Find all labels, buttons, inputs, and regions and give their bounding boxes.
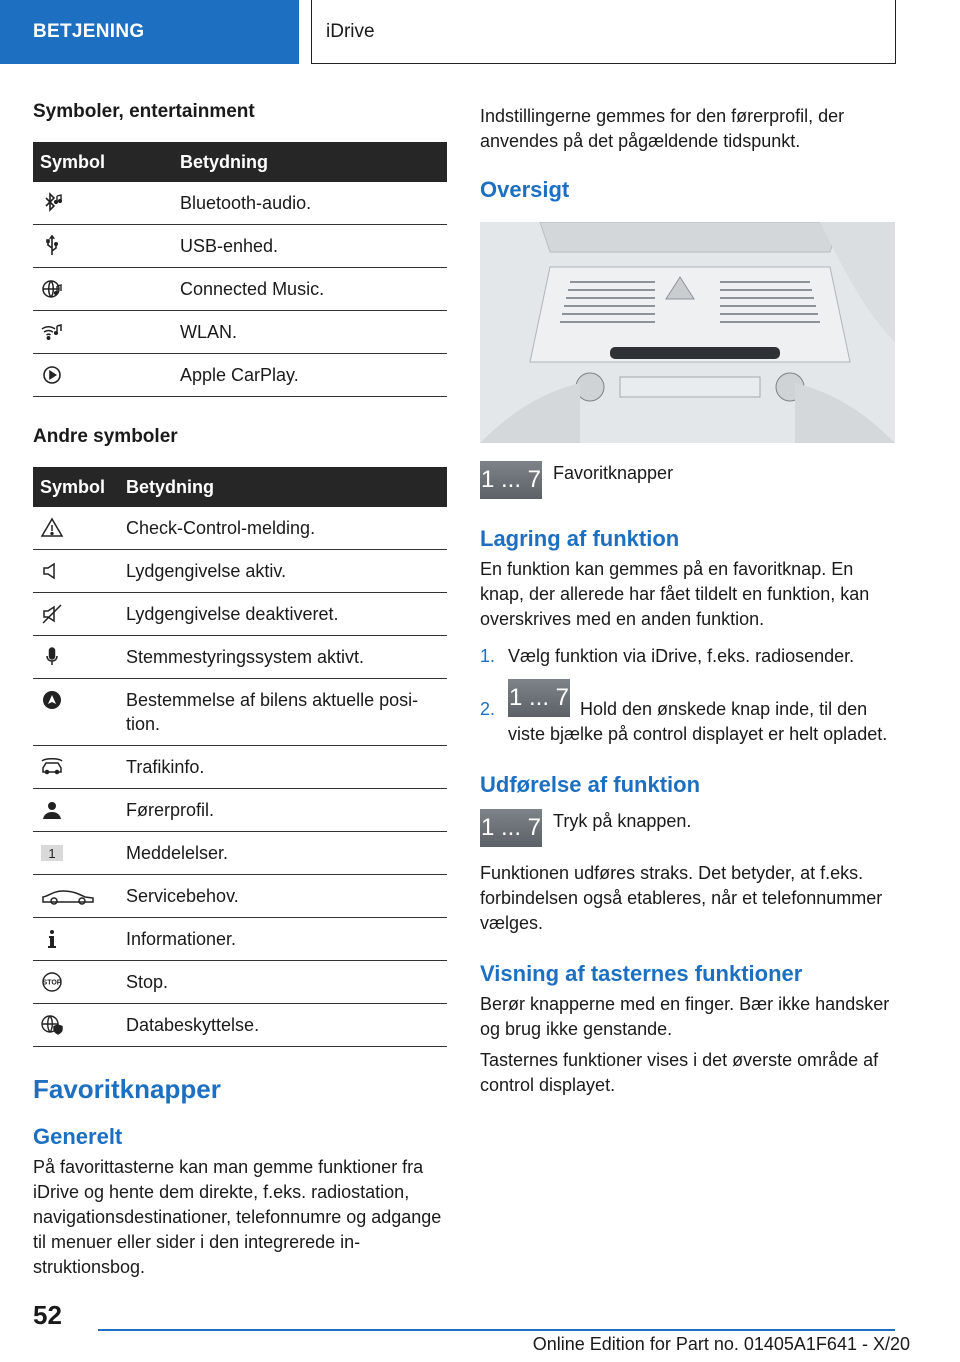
table-row [33, 182, 447, 225]
dashboard-illustration [480, 222, 895, 443]
row-text: Stemmestyringssystem aktivt. [119, 636, 447, 679]
overview-title: Oversigt [480, 177, 570, 202]
col-symbol: Symbol [33, 467, 119, 507]
row-text: Informationer. [119, 918, 447, 961]
section-tab [0, 0, 299, 64]
step-text: Vælg funktion via iDrive, f.eks. radiosender. [508, 646, 855, 666]
table-row [33, 268, 447, 311]
list-item [480, 679, 895, 747]
bluetooth-audio-icon [40, 191, 64, 215]
overview-caption-row [480, 461, 895, 499]
svg-text:STOP: STOP [42, 979, 62, 987]
general-text: På favorittasterne kan man gemme funktioner fra iDrive og hente dem direkte, f.eks. radiostation, navigationsdestinationer, telefonnumre og adgange til menuer eller sider i den integrerede instruktionsbog. [33, 1157, 442, 1277]
step-text: Hold den ønskede knap inde, til den viste bjælke på control displayet er helt opladet. [508, 699, 888, 744]
table-row [33, 636, 447, 679]
row-text: Apple CarPlay. [173, 354, 447, 397]
section-label: BETJENING [33, 21, 145, 42]
svg-text:1: 1 [48, 846, 56, 861]
display-title: Visning af tasternes funktioner [480, 961, 803, 986]
display-text2: Tasternes funktioner vises i det øverste område af control displayet. [480, 1050, 879, 1095]
table-row [33, 225, 447, 268]
speaker-icon [40, 559, 64, 583]
table-row [33, 1004, 447, 1047]
usb-icon [40, 234, 64, 258]
traffic-info-icon [40, 755, 64, 779]
row-text: Stop. [119, 961, 447, 1004]
footer-divider [98, 1329, 895, 1331]
chapter-tab [311, 0, 896, 64]
connected-music-icon [40, 277, 64, 301]
favorite-keys-icon: 1 ... 7 [508, 679, 570, 717]
save-title: Lagring af funktion [480, 526, 680, 551]
table-row [33, 354, 447, 397]
exec-row [480, 809, 895, 847]
row-text: Meddelelser. [119, 832, 447, 875]
other-heading: Andre symboler [33, 426, 178, 447]
table-row [33, 746, 447, 789]
favorite-keys-icon: 1 ... 7 [480, 809, 542, 847]
warning-icon [40, 516, 64, 540]
other-table [33, 467, 447, 1047]
exec-text2: Funktionen udføres straks. Det betyder, at f.eks. forbindelsen også etableres, når et telefonnummer vælges. [480, 863, 883, 933]
step-body [508, 679, 895, 747]
carplay-icon [40, 363, 64, 387]
row-text: WLAN. [173, 311, 447, 354]
favorite-keys-icon: 1 ... 7 [480, 461, 542, 499]
row-text: Lydgengivelse deaktiveret. [119, 593, 447, 636]
data-protection-icon [40, 1013, 64, 1037]
table-row [33, 507, 447, 550]
row-text: Databeskyttelse. [119, 1004, 447, 1047]
step-number: 2. [480, 699, 496, 719]
message-icon [40, 841, 64, 865]
row-text: Servicebehov. [119, 875, 447, 918]
driver-profile-icon [40, 798, 64, 822]
entertainment-heading: Symboler, entertainment [33, 101, 255, 122]
right-column [480, 100, 895, 1098]
speaker-muted-icon [40, 602, 64, 626]
footer-edition: Online Edition for Part no. 01405A1F641 - X/20 [532, 1334, 910, 1354]
save-steps [480, 644, 895, 747]
table-row [33, 311, 447, 354]
row-text: USB-enhed. [173, 225, 447, 268]
settings-text: Indstillingerne gemmes for den førerprofil, der anvendes på det pågældende tidspunkt. [480, 106, 845, 151]
col-symbol: Symbol [33, 142, 173, 182]
row-text: Connected Music. [173, 268, 447, 311]
save-text: En funktion kan gemmes på en favoritknap. En knap, der allerede har fået tildelt en funktion, kan overskrives med en anden funktion. [480, 559, 870, 629]
table-row [33, 961, 447, 1004]
row-text: Bluetooth-audio. [173, 182, 447, 225]
table-row [33, 789, 447, 832]
microphone-icon [40, 645, 64, 669]
row-text: Trafikinfo. [119, 746, 447, 789]
chapter-label: iDrive [326, 20, 375, 42]
stop-icon [40, 970, 64, 994]
row-text: Bestemmelse af bilens aktuelle position. [119, 679, 447, 746]
col-meaning: Betydning [119, 467, 447, 507]
service-car-icon [40, 884, 96, 908]
table-row [33, 593, 447, 636]
list-item [480, 644, 895, 669]
table-row [33, 679, 447, 746]
step-number: 1. [480, 646, 496, 666]
exec-title: Udførelse af funktion [480, 772, 701, 797]
exec-text: Tryk på knappen. [553, 811, 692, 831]
entertainment-table [33, 142, 447, 397]
favorites-title: Favoritknapper [33, 1074, 221, 1104]
table-row [33, 918, 447, 961]
left-column [33, 100, 447, 1280]
wlan-icon [40, 320, 64, 344]
general-title: Generelt [33, 1124, 123, 1149]
position-icon [40, 688, 64, 712]
display-text1: Berør knapperne med en finger. Bær ikke handsker og brug ikke genstande. [480, 994, 890, 1039]
overview-caption: Favoritknapper [553, 463, 674, 483]
row-text: Check-Control-melding. [119, 507, 447, 550]
table-row [33, 875, 447, 918]
table-row [33, 832, 447, 875]
table-row [33, 550, 447, 593]
page-number: 52 [33, 1300, 62, 1330]
row-text: Lydgengivelse aktiv. [119, 550, 447, 593]
info-icon [40, 927, 64, 951]
col-meaning: Betydning [173, 142, 447, 182]
row-text: Førerprofil. [119, 789, 447, 832]
